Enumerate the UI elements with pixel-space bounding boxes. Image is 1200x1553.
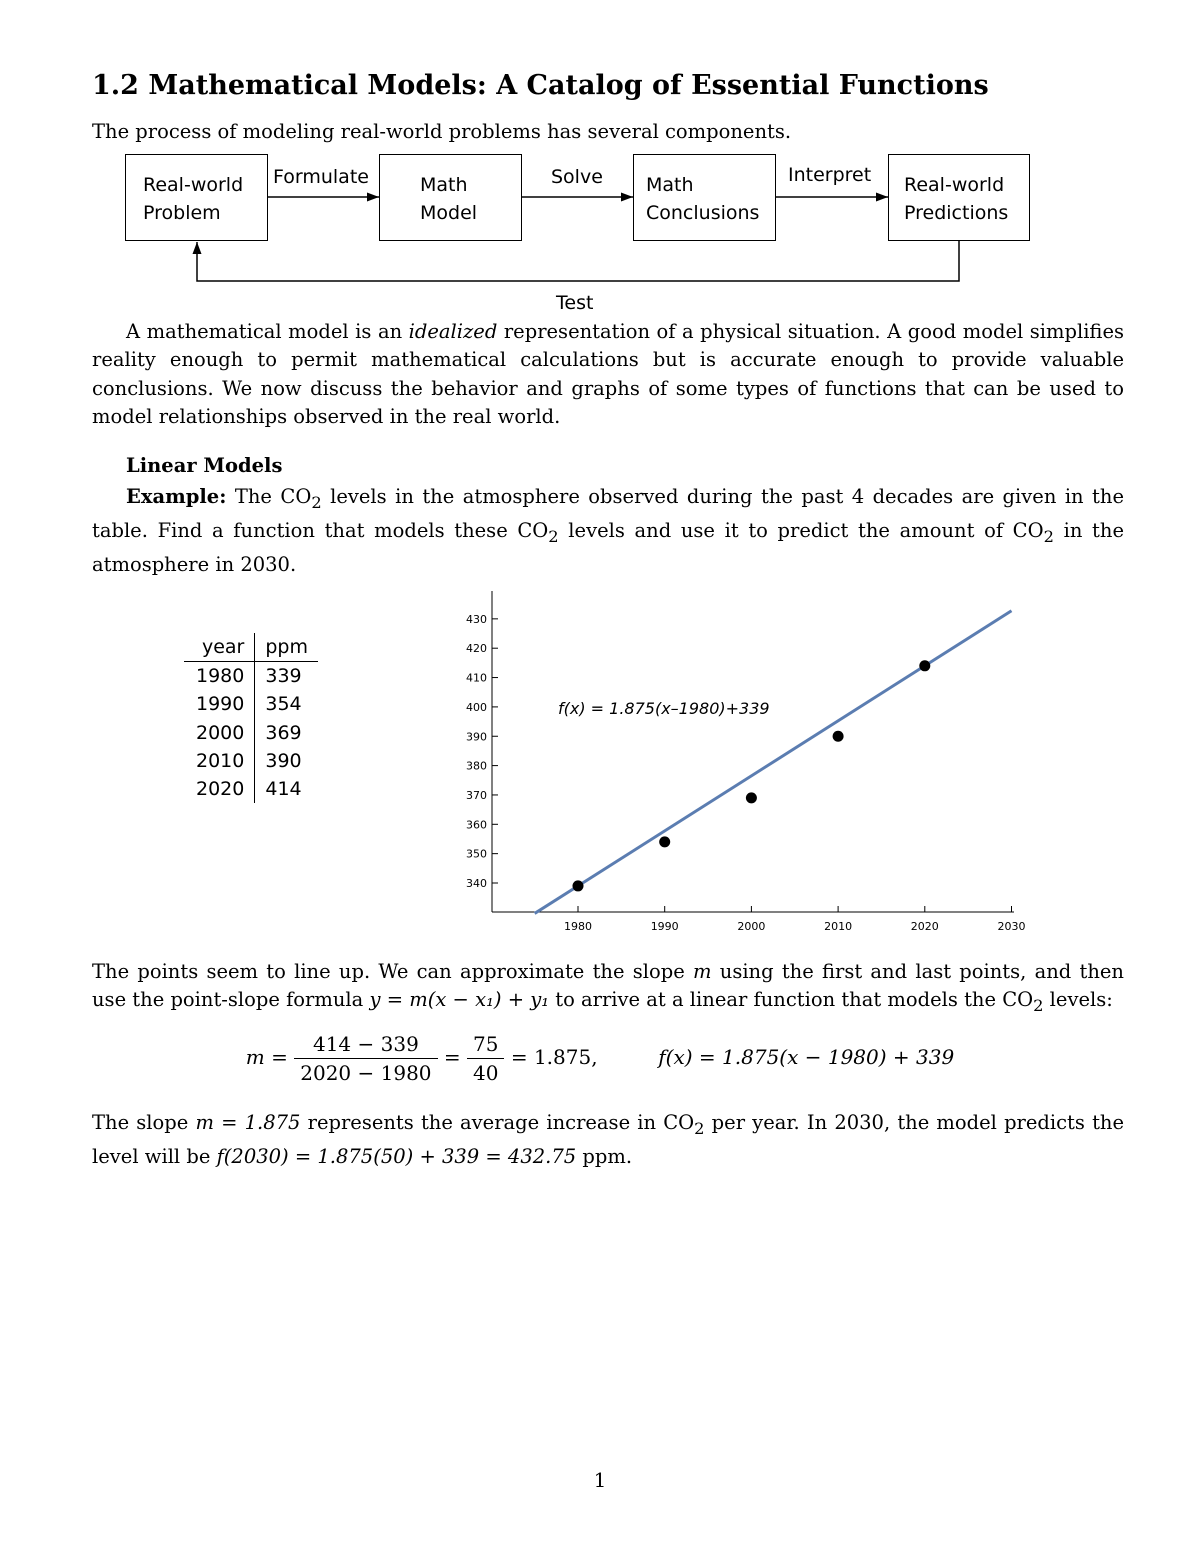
x-tick-label: 2030	[997, 920, 1026, 933]
y-tick-label: 360	[466, 818, 487, 832]
subscript: 2	[548, 527, 559, 547]
cell-ppm: 354	[265, 693, 302, 716]
text-run: using the first and last points, and then use the point-slope formula	[92, 960, 1124, 1012]
fraction-numerator: 414 − 339	[294, 1032, 437, 1059]
header-ppm: ppm	[255, 633, 318, 662]
box-line: Math	[646, 174, 694, 196]
page-number: 1	[593, 1468, 607, 1492]
text-run: levels and use it to predict the amount of CO	[558, 519, 1044, 543]
data-point	[659, 836, 670, 847]
y-tick-label: 390	[466, 730, 487, 744]
cell-ppm: 414	[265, 778, 302, 801]
x-tick-label: 1980	[564, 920, 592, 933]
text-run: ppm.	[576, 1145, 633, 1169]
text-run: The points seem to line up. We can approximate the slope	[92, 960, 694, 983]
y-tick-label: 340	[466, 877, 487, 890]
box-real-world-problem	[125, 154, 268, 241]
fraction-reduced	[467, 1032, 504, 1085]
fit-line	[535, 611, 1012, 914]
table-row	[184, 690, 318, 718]
subscript: 2	[694, 1118, 705, 1138]
cell-year: 2000	[184, 719, 255, 747]
fraction-raw	[294, 1032, 437, 1085]
text-run: A mathematical model is an	[126, 320, 409, 343]
cell-ppm: 369	[265, 721, 302, 744]
y-tick-label: 350	[466, 847, 487, 861]
test-label: Test	[556, 292, 594, 314]
subscript: 2	[1033, 996, 1044, 1016]
table-row	[184, 719, 318, 747]
y-tick-label: 400	[466, 700, 487, 714]
header-year: year	[184, 633, 255, 662]
cell-ppm: 390	[265, 749, 302, 772]
prediction-expression: f(2030) = 1.875(50) + 339 = 432.75	[216, 1145, 577, 1169]
text-run: per year. In 2030, the model predicts the level will be	[92, 1111, 1125, 1169]
solve-label: Solve	[551, 166, 603, 188]
table-row	[184, 662, 318, 691]
box-real-world-predictions	[888, 154, 1030, 241]
text-run: in the atmosphere in 2030.	[92, 519, 1124, 577]
linear-model-expression: f(x) = 1.875(x − 1980) + 339	[658, 1045, 955, 1069]
box-line: Conclusions	[646, 202, 760, 224]
text-run: The slope	[92, 1111, 196, 1134]
paragraph-model-definition	[92, 318, 1124, 431]
x-tick-label: 2020	[910, 920, 939, 933]
box-math-model	[379, 154, 522, 241]
emphasis-idealized: idealized	[408, 320, 498, 343]
y-tick-label: 380	[466, 759, 487, 773]
data-point	[833, 731, 844, 742]
interpret-label: Interpret	[788, 164, 872, 186]
data-point	[746, 792, 757, 803]
text-run: represents the average increase in CO	[300, 1111, 695, 1134]
box-math-conclusions	[633, 154, 776, 241]
data-point	[919, 660, 930, 671]
formula-result: = 1.875,	[510, 1045, 598, 1069]
data-point	[573, 880, 584, 891]
formula-equals: =	[443, 1045, 461, 1069]
formula-m: m	[245, 1045, 265, 1069]
slope-formula-display	[0, 1032, 1200, 1085]
test-feedback-arrow	[197, 241, 959, 281]
cell-year: 1990	[184, 690, 255, 718]
text-run: levels:	[1043, 988, 1113, 1012]
text-run: levels in the atmosphere observed during the past 4 decades are given in the table. Find a function that models these CO	[92, 485, 1124, 543]
box-line: Math	[420, 174, 468, 196]
y-tick-label: 420	[466, 642, 487, 656]
slope-value: m = 1.875	[195, 1111, 301, 1134]
box-line: Real-world	[143, 174, 244, 196]
fit-equation-label: f(x) = 1.875(x–1980)+339	[558, 699, 770, 718]
y-tick-label: 430	[466, 612, 487, 626]
box-line: Real-world	[904, 174, 1005, 196]
co2-scatter-chart	[440, 585, 1040, 940]
box-line: Model	[420, 202, 478, 224]
fraction-denominator: 40	[473, 1061, 499, 1085]
text-run: to arrive at a linear function that models the CO	[549, 988, 1034, 1012]
table-row	[184, 775, 318, 803]
modeling-flow-diagram	[0, 0, 1200, 320]
cell-year: 2020	[184, 775, 255, 803]
text-run: The CO	[226, 485, 312, 508]
paragraph-slope-method	[92, 958, 1124, 1020]
x-tick-label: 1990	[650, 920, 679, 933]
text-run: representation of a physical situation. A good model simplifies reality enough to permit mathematical calculations but is accurate enough to provide valuable conclusions. We now discuss the behavior and graphs of some types of functions that can be used to model relationships observed in the real world.	[92, 320, 1124, 428]
subscript: 2	[311, 492, 322, 512]
example-label: Example:	[126, 485, 227, 508]
co2-data-table	[184, 633, 318, 803]
paragraph-prediction	[92, 1109, 1124, 1171]
box-line: Problem	[143, 202, 221, 224]
table-header-row	[184, 633, 318, 662]
subscript: 2	[1043, 527, 1054, 547]
intro-text: The process of modeling real-world problems has several components.	[92, 120, 792, 143]
point-slope-equation: y = m(x − x₁) + y₁	[369, 988, 550, 1012]
x-tick-label: 2010	[824, 920, 853, 933]
cell-year: 2010	[184, 747, 255, 775]
example-statement	[92, 483, 1124, 580]
x-tick-label: 2000	[737, 920, 766, 933]
box-line: Predictions	[904, 202, 1009, 224]
cell-year: 1980	[184, 662, 255, 691]
section-heading-linear-models: Linear Models	[126, 454, 283, 477]
page-title: 1.2 Mathematical Models: A Catalog of Essential Functions	[92, 70, 989, 101]
y-tick-label: 410	[466, 671, 487, 685]
cell-ppm: 339	[265, 665, 302, 688]
var-m: m	[693, 960, 712, 983]
fraction-denominator: 2020 − 1980	[300, 1061, 432, 1085]
formula-equals: =	[271, 1045, 288, 1069]
formulate-label: Formulate	[273, 166, 369, 188]
y-tick-label: 370	[466, 788, 487, 802]
fraction-numerator: 75	[467, 1032, 504, 1059]
table-row	[184, 747, 318, 775]
